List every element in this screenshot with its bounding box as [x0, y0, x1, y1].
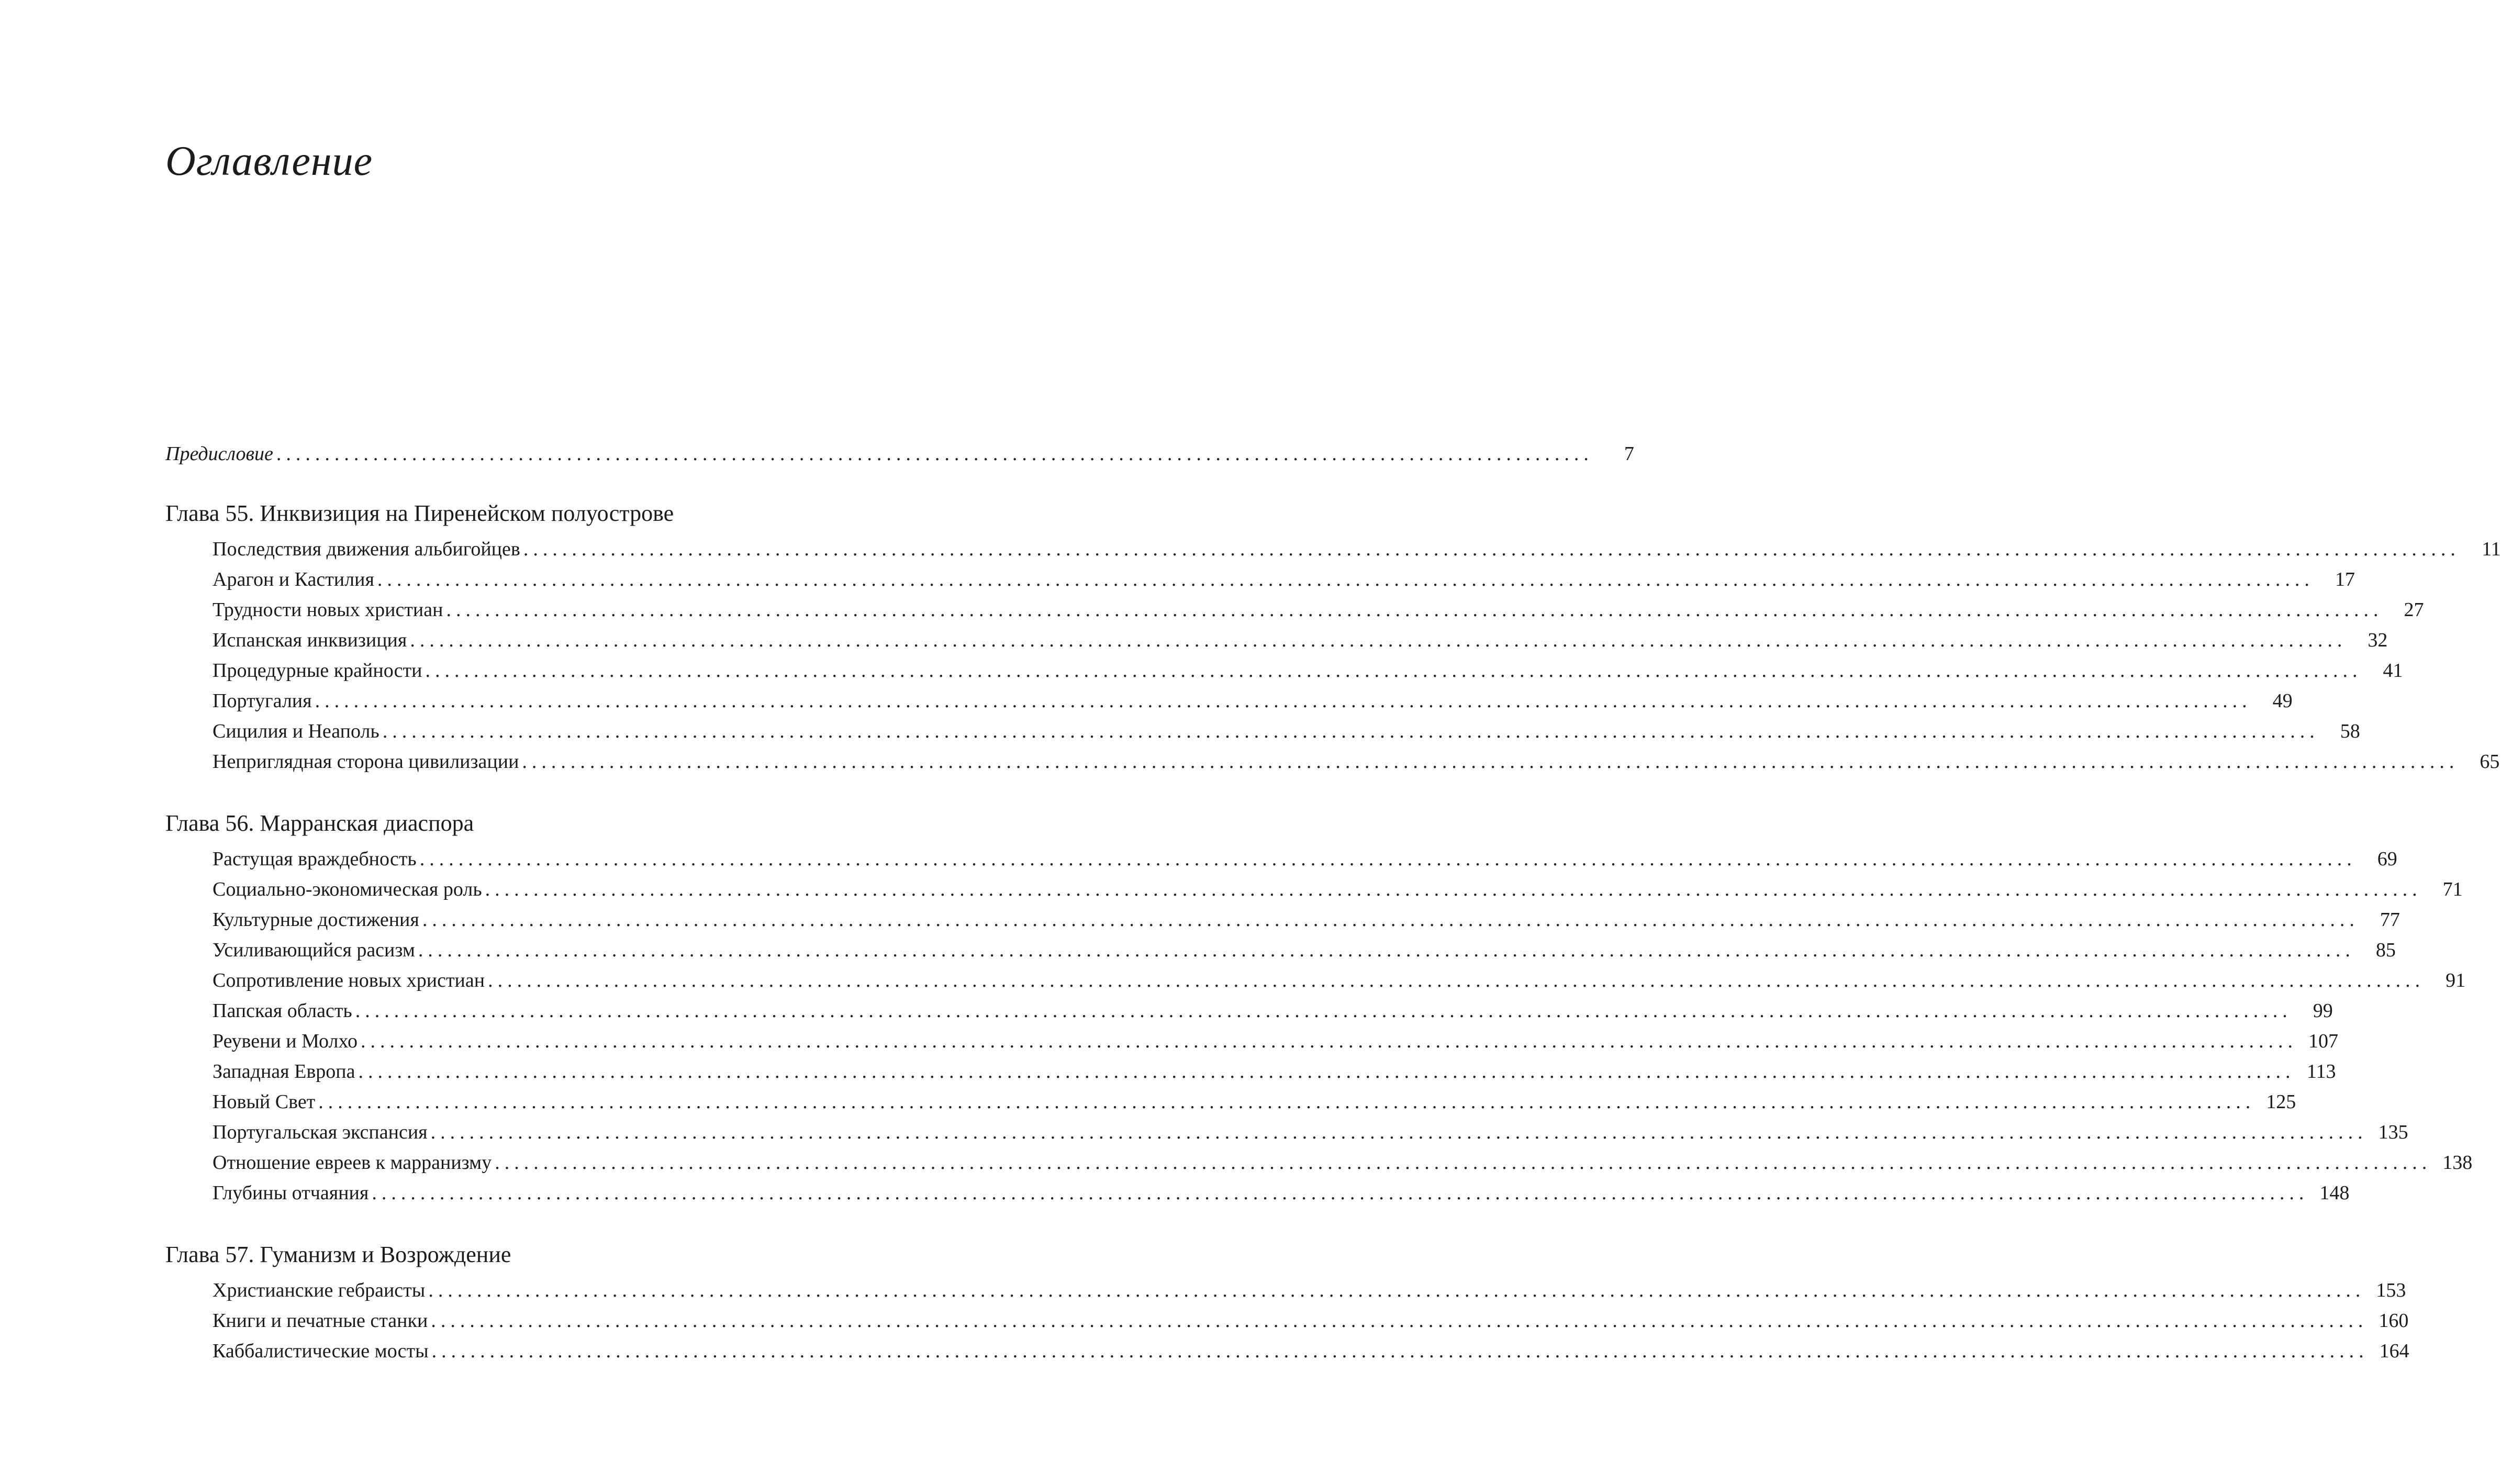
toc-entry[interactable]	[165, 847, 2397, 878]
toc-entry-page: 71	[2442, 878, 2463, 900]
toc-entry-page: 17	[2335, 568, 2355, 590]
toc-entry-title: Каббалистические мосты	[213, 1340, 429, 1362]
chapter-list	[165, 500, 2501, 1370]
toc-entry-title: Новый Свет	[213, 1091, 316, 1113]
toc-entry-title: Предисловие	[165, 443, 273, 465]
toc-entry-title: Папская область	[213, 1000, 352, 1022]
toc-entry-title: Португальская экспансия	[213, 1121, 428, 1143]
toc-entry-title: Растущая враждебность	[213, 848, 417, 870]
leader-dots: ........................................................................................................................................................................................................	[485, 878, 2422, 900]
toc-entry-page: 77	[2380, 909, 2400, 931]
toc-entry-page: 148	[2319, 1182, 2350, 1204]
toc-entry-page: 99	[2313, 1000, 2333, 1022]
toc-entry-title: Трудности новых христиан	[213, 599, 443, 621]
toc-entry[interactable]	[165, 908, 2400, 939]
leader-dots: ........................................................................................................................................................................................................	[372, 1182, 2309, 1204]
toc-entry[interactable]	[165, 689, 2293, 720]
leader-dots: ........................................................................................................................................................................................................	[446, 599, 2383, 621]
leader-dots: ........................................................................................................................................................................................................	[523, 538, 2460, 560]
toc-entry-page: 153	[2376, 1279, 2406, 1301]
toc-entry-title: Социально-экономическая роль	[213, 878, 482, 900]
leader-dots: ........................................................................................................................................................................................................	[410, 629, 2347, 651]
toc-entry-page: 164	[2379, 1340, 2409, 1362]
toc-entry-page: 49	[2272, 690, 2293, 712]
toc-entry-title: Глубины отчаяния	[213, 1182, 369, 1204]
toc-entry-title: Сицилия и Неаполь	[213, 720, 379, 742]
toc-entry-page: 125	[2266, 1091, 2296, 1113]
table-of-contents	[165, 442, 2501, 1370]
toc-entry[interactable]	[165, 720, 2360, 750]
leader-dots: ........................................................................................................................................................................................................	[318, 1091, 2256, 1113]
toc-entry-page: 7	[1624, 443, 1634, 465]
leader-dots: ........................................................................................................................................................................................................	[431, 1310, 2368, 1332]
toc-entry-page: 91	[2446, 969, 2466, 991]
toc-entry[interactable]	[165, 598, 2424, 629]
toc-entry-title: Усиливающийся расизм	[213, 939, 415, 961]
toc-entry-title: Реувени и Молхо	[213, 1030, 358, 1052]
leader-dots: ........................................................................................................................................................................................................	[418, 939, 2355, 961]
toc-entry-title: Сопротивление новых христиан	[213, 969, 485, 991]
toc-entry[interactable]	[165, 878, 2463, 908]
toc-entry[interactable]	[165, 1060, 2336, 1090]
leader-dots: ........................................................................................................................................................................................................	[488, 969, 2425, 991]
leader-dots: ........................................................................................................................................................................................................	[495, 1152, 2432, 1174]
toc-entry-page: 85	[2375, 939, 2396, 961]
leader-dots: ........................................................................................................................................................................................................	[419, 848, 2357, 870]
toc-chapter-heading[interactable]: Глава 55. Инквизиция на Пиренейском полуострове	[165, 500, 674, 526]
toc-entry-title: Неприглядная сторона цивилизации	[213, 751, 519, 773]
leader-dots: ........................................................................................................................................................................................................	[361, 1030, 2298, 1052]
toc-entry-page: 135	[2378, 1121, 2408, 1143]
toc-entry-title: Христианские гебраисты	[213, 1279, 426, 1301]
toc-entry[interactable]	[165, 659, 2403, 689]
toc-entry[interactable]	[165, 1309, 2409, 1340]
leader-dots: ........................................................................................................................................................................................................	[422, 909, 2359, 931]
toc-entry-title: Отношение евреев к марранизму	[213, 1152, 492, 1174]
toc-entry[interactable]	[165, 629, 2388, 659]
toc-entry-title: Последствия движения альбигойцев	[213, 538, 520, 560]
leader-dots: ........................................................................................................................................................................................................	[431, 1340, 2369, 1362]
toc-entry[interactable]	[165, 1121, 2408, 1151]
toc-entry-preface[interactable]	[165, 442, 1634, 473]
toc-entry-page: 138	[2442, 1152, 2473, 1174]
leader-dots: ........................................................................................................................................	[276, 443, 1593, 465]
toc-entry-page: 27	[2404, 599, 2424, 621]
toc-entry-page: 11	[2482, 538, 2501, 560]
toc-entry[interactable]	[165, 969, 2466, 999]
leader-dots: ........................................................................................................................................................................................................	[382, 720, 2319, 742]
leader-dots: ........................................................................................................................................................................................................	[522, 751, 2459, 773]
toc-entry-title: Книги и печатные станки	[213, 1310, 428, 1332]
toc-entry[interactable]	[165, 1181, 2350, 1212]
toc-entry-title: Португалия	[213, 690, 312, 712]
toc-entry-title: Процедурные крайности	[213, 660, 422, 682]
toc-entry-page: 41	[2383, 660, 2403, 682]
toc-entry-page: 65	[2480, 751, 2500, 773]
toc-entry-page: 107	[2308, 1030, 2339, 1052]
leader-dots: ........................................................................................................................................................................................................	[358, 1061, 2295, 1083]
toc-entry-page: 58	[2340, 720, 2360, 742]
leader-dots: ........................................................................................................................................................................................................	[377, 568, 2314, 590]
toc-entry-page: 113	[2306, 1061, 2336, 1083]
toc-entry[interactable]	[165, 1090, 2296, 1121]
toc-entry-title: Арагон и Кастилия	[213, 568, 374, 590]
toc-chapter-heading[interactable]: Глава 56. Марранская диаспора	[165, 810, 474, 836]
toc-entry[interactable]	[165, 1151, 2473, 1181]
toc-entry-page: 69	[2377, 848, 2397, 870]
leader-dots: ........................................................................................................................................................................................................	[430, 1121, 2368, 1143]
toc-entry-page: 32	[2368, 629, 2388, 651]
leader-dots: ........................................................................................................................................................................................................	[428, 1279, 2365, 1301]
toc-entry-title: Культурные достижения	[213, 909, 419, 931]
toc-entry[interactable]	[165, 999, 2333, 1030]
toc-entry[interactable]	[165, 1030, 2339, 1060]
toc-chapter-heading[interactable]: Глава 57. Гуманизм и Возрождение	[165, 1242, 511, 1267]
leader-dots: ........................................................................................................................................................................................................	[425, 660, 2362, 682]
toc-entry[interactable]	[165, 939, 2396, 969]
toc-entry[interactable]	[165, 750, 2500, 780]
toc-entry[interactable]	[165, 538, 2501, 568]
toc-entry-title: Западная Европа	[213, 1061, 355, 1083]
toc-entry[interactable]	[165, 568, 2355, 598]
page-title: Оглавление	[165, 138, 373, 184]
leader-dots: ........................................................................................................................................................................................................	[315, 690, 2252, 712]
leader-dots: ........................................................................................................................................................................................................	[355, 1000, 2292, 1022]
toc-entry[interactable]	[165, 1340, 2409, 1370]
toc-entry[interactable]	[165, 1279, 2406, 1309]
toc-entry-title: Испанская инквизиция	[213, 629, 407, 651]
toc-entry-page: 160	[2379, 1310, 2409, 1332]
